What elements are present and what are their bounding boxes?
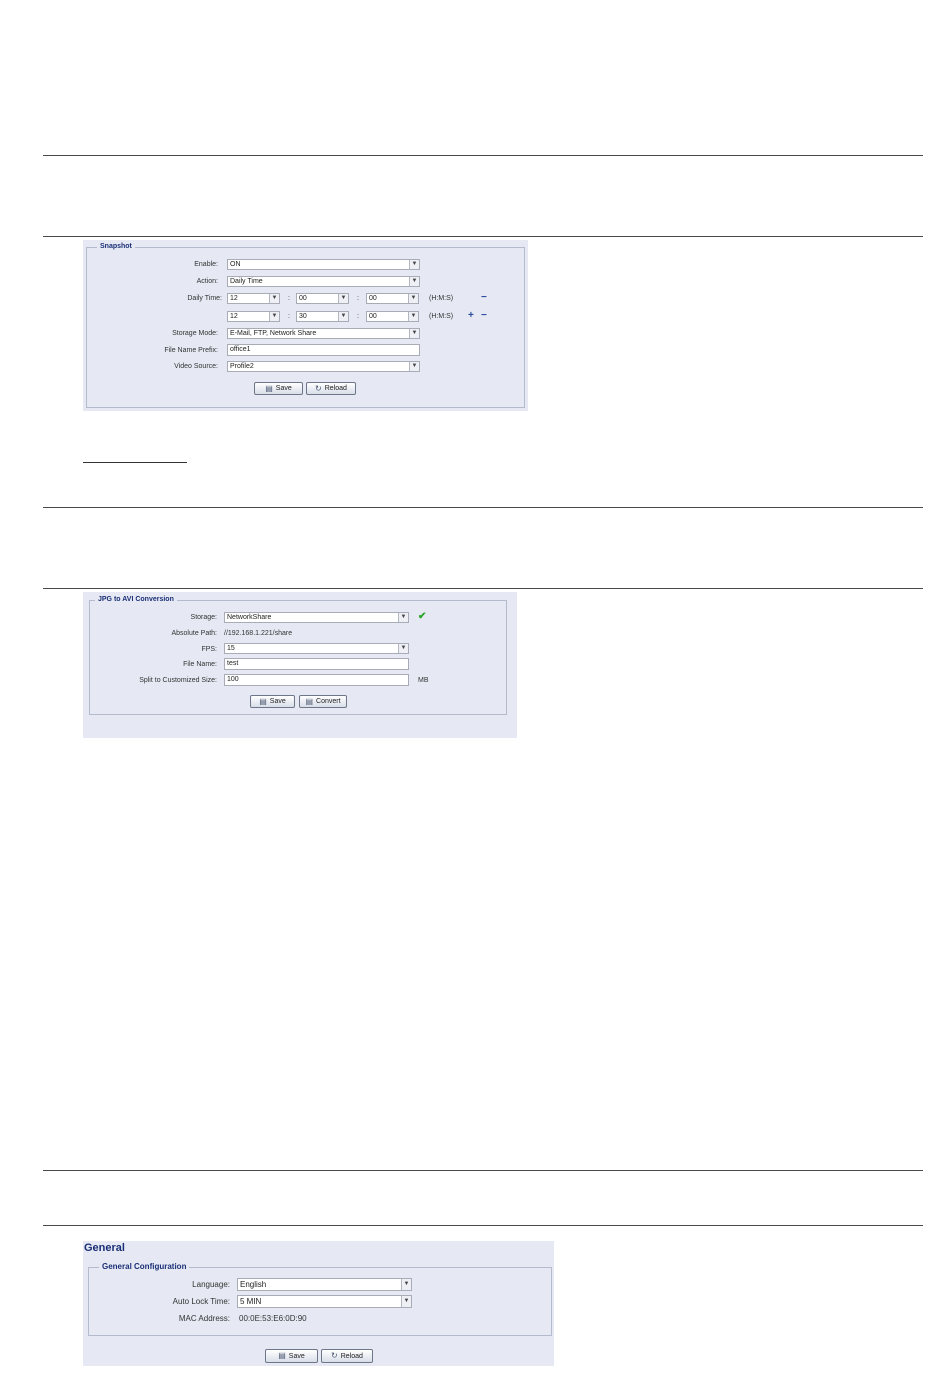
storage-select[interactable] [224,612,409,623]
split-size-input[interactable]: 100 [224,674,409,686]
chevron-down-icon[interactable]: ▼ [408,312,418,321]
chevron-down-icon[interactable]: ▼ [269,312,279,321]
action-select[interactable] [227,276,420,287]
hour-value: 12 [230,313,238,320]
save-button[interactable] [254,382,303,395]
minute-value: 30 [299,313,307,320]
general-config-legend: General Configuration [99,1262,189,1272]
time-colon: : [288,313,290,320]
video-source-select[interactable] [227,361,420,372]
refresh-icon: ↻ [315,383,322,393]
checkmark-icon: ✔ [418,611,427,622]
convert-label: Convert [316,698,341,705]
save-label: Save [275,385,292,392]
snapshot-panel [83,240,528,411]
reload-label: Reload [324,385,347,392]
chevron-down-icon[interactable]: ▼ [338,294,348,303]
action-label: Action: [196,278,218,285]
reload-label: Reload [340,1352,363,1360]
save-button[interactable] [250,695,295,708]
chevron-down-icon[interactable]: ▼ [398,613,408,622]
file-prefix-input[interactable]: office1 [227,344,420,356]
mac-address-value: 00:0E:53:E6:0D:90 [239,1314,307,1323]
time-colon: : [357,295,359,302]
split-size-label: Split to Customized Size: [139,677,217,684]
absolute-path-value: //192.168.1.221/share [224,630,293,637]
action-value: Daily Time [230,278,263,285]
auto-lock-select[interactable] [237,1295,412,1308]
storage-mode-value: E-Mail, FTP, Network Share [230,330,317,337]
storage-label: Storage: [190,614,217,621]
floppy-disk-icon: ▤ [259,696,267,706]
second-value: 00 [369,313,377,320]
divider-line [43,1170,923,1171]
mac-address-label: MAC Address: [178,1314,230,1323]
enable-value: ON [230,261,241,268]
chevron-down-icon[interactable]: ▼ [338,312,348,321]
floppy-disk-icon: ▤ [265,383,273,393]
floppy-disk-icon: ▤ [305,696,314,706]
file-name-input[interactable]: test [224,658,409,670]
file-name-label: File Name: [183,661,217,668]
time-format: (H:M:S) [429,313,454,320]
reload-button[interactable] [321,1349,373,1363]
hour-value: 12 [230,295,238,302]
chevron-down-icon[interactable]: ▼ [409,362,419,371]
storage-value: NetworkShare [227,614,272,621]
hour-select[interactable] [227,311,280,322]
chevron-down-icon[interactable]: ▼ [398,644,408,653]
language-value: English [240,1280,267,1289]
conversion-legend: JPG to AVI Conversion [95,595,177,605]
enable-select[interactable] [227,259,420,270]
save-label: Save [288,1352,305,1360]
chevron-down-icon[interactable]: ▼ [401,1296,411,1307]
chevron-down-icon[interactable]: ▼ [409,260,419,269]
divider-line [43,1225,923,1226]
daily-time-label: Daily Time: [187,295,222,302]
save-button[interactable] [265,1349,318,1363]
conversion-panel [83,592,517,738]
time-format: (H:M:S) [429,295,454,302]
chevron-down-icon[interactable]: ▼ [401,1279,411,1290]
chevron-down-icon[interactable]: ▼ [409,277,419,286]
divider-line [43,507,923,508]
minute-select[interactable] [296,311,349,322]
chevron-down-icon[interactable]: ▼ [408,294,418,303]
snapshot-legend: Snapshot [97,242,135,252]
minute-select[interactable] [296,293,349,304]
hour-select[interactable] [227,293,280,304]
storage-mode-label: Storage Mode: [172,330,218,337]
save-label: Save [269,698,286,705]
divider-line [43,155,923,156]
add-time-icon[interactable]: + [468,310,474,321]
remove-time-icon[interactable]: − [481,310,487,321]
fps-select[interactable] [224,643,409,654]
video-source-value: Profile2 [230,363,254,370]
language-select[interactable] [237,1278,412,1291]
time-colon: : [357,313,359,320]
convert-button[interactable] [299,695,347,708]
enable-label: Enable: [194,261,218,268]
general-panel [83,1241,554,1366]
second-value: 00 [369,295,377,302]
fps-value: 15 [227,645,235,652]
video-source-label: Video Source: [174,363,218,370]
chevron-down-icon[interactable]: ▼ [409,329,419,338]
refresh-icon: ↻ [331,1351,338,1360]
reload-button[interactable] [306,382,356,395]
chevron-down-icon[interactable]: ▼ [269,294,279,303]
underline-mark [83,462,187,463]
minute-value: 00 [299,295,307,302]
language-label: Language: [192,1280,230,1289]
page-title: General [84,1242,125,1254]
auto-lock-value: 5 MIN [240,1297,262,1306]
storage-mode-select[interactable] [227,328,420,339]
fps-label: FPS: [201,646,217,653]
divider-line [43,588,923,589]
auto-lock-label: Auto Lock Time: [172,1297,230,1306]
remove-time-icon[interactable]: − [481,292,487,303]
second-select[interactable] [366,293,419,304]
time-colon: : [288,295,290,302]
file-prefix-label: File Name Prefix: [164,347,218,354]
floppy-disk-icon: ▤ [278,1351,286,1360]
split-size-unit: MB [418,677,429,684]
second-select[interactable] [366,311,419,322]
absolute-path-label: Absolute Path: [171,630,217,637]
divider-line [43,236,923,237]
